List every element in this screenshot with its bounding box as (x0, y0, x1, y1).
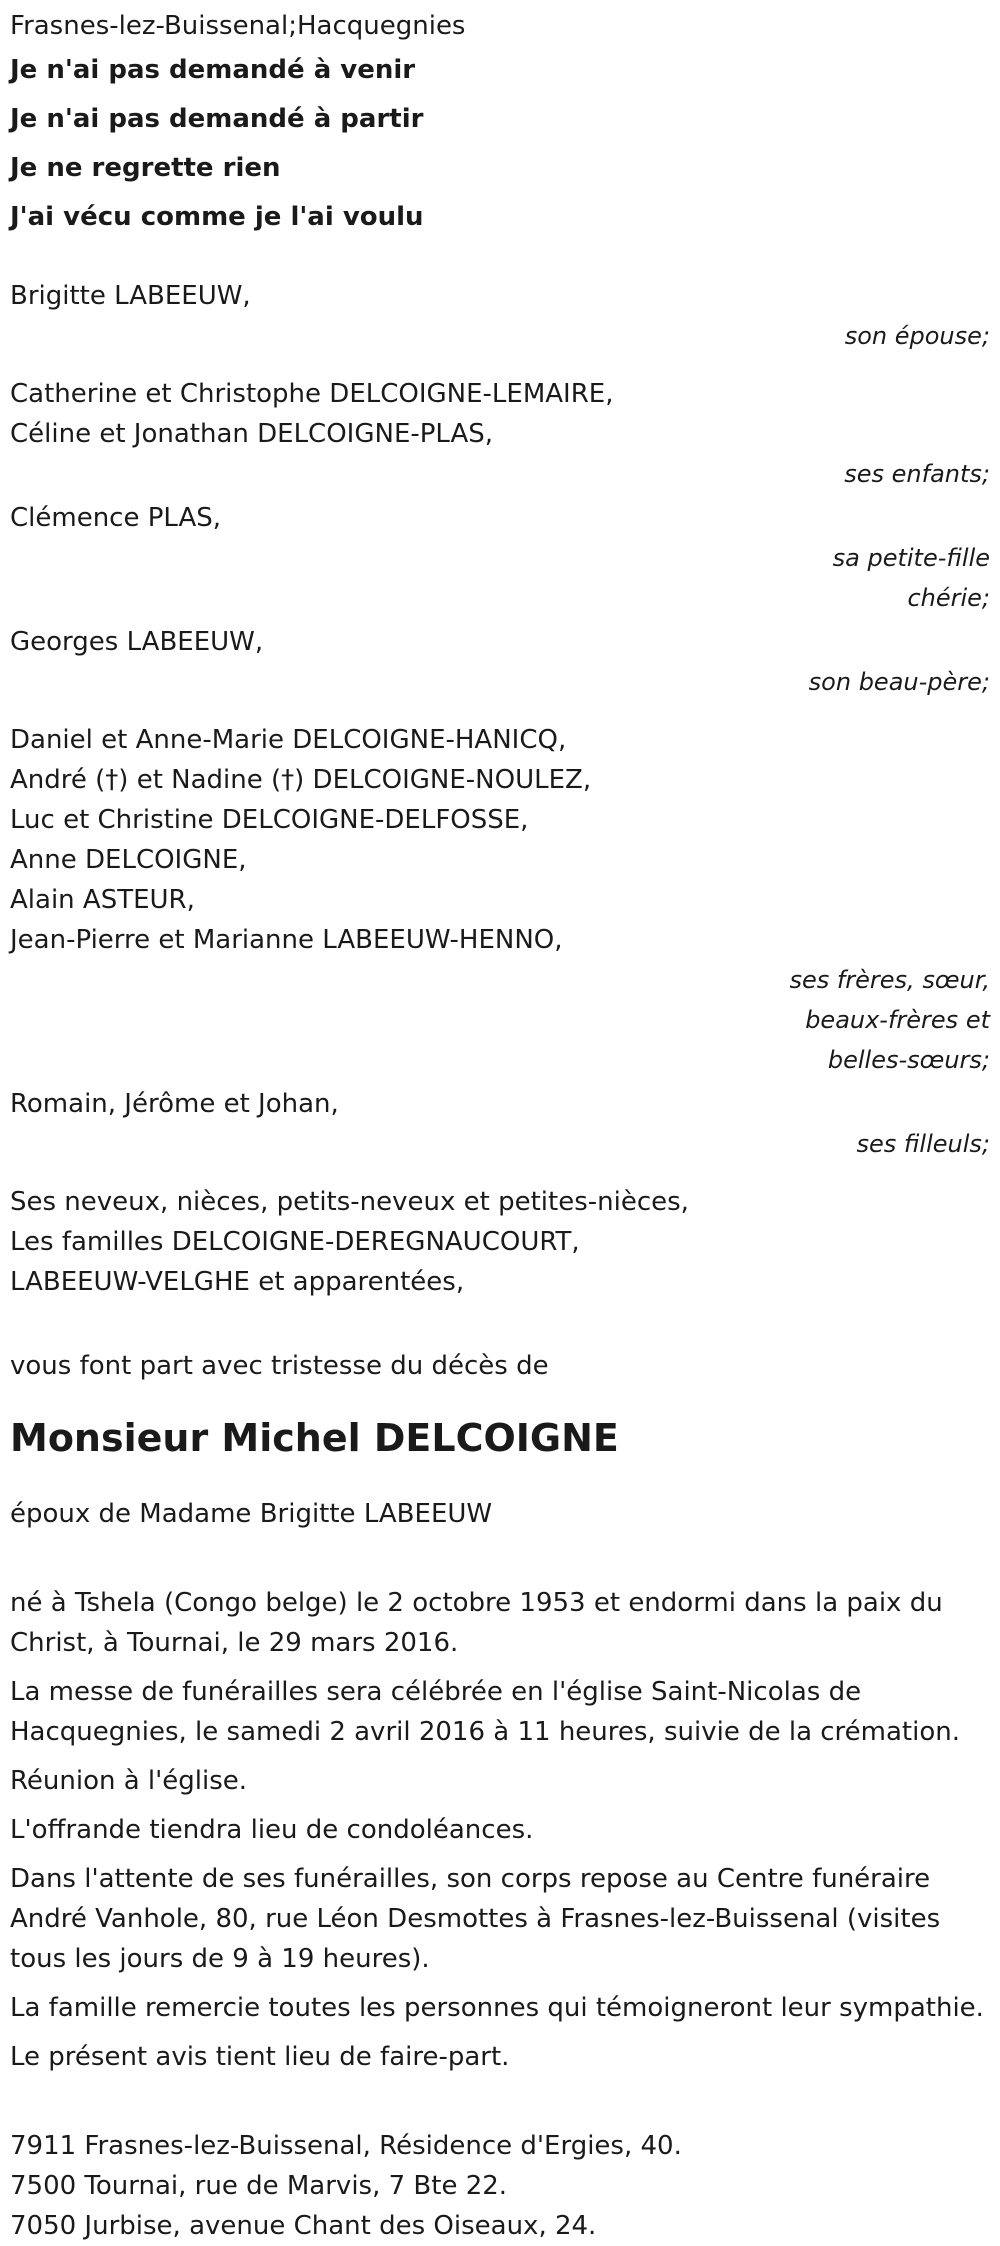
family-group-spouse (10, 276, 990, 356)
family-name: Jean-Pierre et Marianne LABEEUW-HENNO, (10, 925, 563, 955)
other-relatives-line: Les familles DELCOIGNE-DEREGNAUCOURT, (10, 1227, 580, 1257)
family-name: Romain, Jérôme et Johan, (10, 1089, 339, 1119)
poem-line: J'ai vécu comme je l'ai voulu (10, 202, 424, 232)
family-relation: son beau-père; (808, 668, 990, 696)
family-group-godchildren (10, 1084, 990, 1164)
family-name: André (†) et Nadine (†) DELCOIGNE-NOULEZ, (10, 765, 592, 795)
other-relatives (10, 1182, 990, 1302)
address-line: 7050 Jurbise, avenue Chant des Oiseaux, 24. (10, 2211, 597, 2241)
family-relation: ses filleuls; (856, 1130, 990, 1158)
place-header: Frasnes-lez-Buissenal;Hacquegnies (10, 11, 466, 41)
other-relatives-line: LABEEUW-VELGHE et apparentées, (10, 1267, 465, 1297)
family-name: Luc et Christine DELCOIGNE-DELFOSSE, (10, 805, 529, 835)
address-line: 7911 Frasnes-lez-Buissenal, Résidence d'Ergies, 40. (10, 2131, 682, 2161)
family-relation: chérie; (907, 584, 990, 612)
other-relatives-line: Ses neveux, nièces, petits-neveux et petites-nièces, (10, 1187, 689, 1217)
addresses (10, 2126, 990, 2246)
announcement: vous font part avec tristesse du décès de (10, 1351, 549, 1381)
paragraph-birth-death: né à Tshela (Congo belge) le 2 octobre 1953 et endormi dans la paix du Christ, à Tournai, le 29 mars 2016. (10, 1588, 943, 1658)
family-name: Céline et Jonathan DELCOIGNE-PLAS, (10, 419, 494, 449)
family-group-father-in-law (10, 622, 990, 702)
family-relation: son épouse; (844, 322, 990, 350)
poem-line: Je n'ai pas demandé à venir (10, 55, 416, 85)
family-name: Georges LABEEUW, (10, 627, 264, 657)
family-name: Anne DELCOIGNE, (10, 845, 247, 875)
family-group-siblings (10, 720, 990, 1080)
poem-line: Je n'ai pas demandé à partir (10, 104, 424, 134)
poem-line: Je ne regrette rien (10, 153, 281, 183)
family-relation: ses enfants; (844, 460, 990, 488)
family-relation: sa petite-fille (832, 544, 990, 572)
family-name: Catherine et Christophe DELCOIGNE-LEMAIRE, (10, 379, 614, 409)
family-group-granddaughter (10, 498, 990, 618)
paragraph-visitation: Dans l'attente de ses funérailles, son corps repose au Centre funéraire André Vanhole, 80, rue Léon Desmottes à Frasnes-lez-Buissenal (visites tous les jours de 9 à 19 heures). (10, 1864, 941, 1974)
paragraph-thanks: La famille remercie toutes les personnes qui témoigneront leur sympathie. (10, 1993, 984, 2023)
family-relation: beaux-frères et (805, 1006, 990, 1034)
family-name: Daniel et Anne-Marie DELCOIGNE-HANICQ, (10, 725, 567, 755)
family-name: Clémence PLAS, (10, 503, 222, 533)
spouse-of: époux de Madame Brigitte LABEEUW (10, 1499, 493, 1529)
paragraph-funeral-mass: La messe de funérailles sera célébrée en l'église Saint-Nicolas de Hacquegnies, le samedi 2 avril 2016 à 11 heures, suivie de la crémation. (10, 1677, 961, 1747)
obituary-notice (0, 6, 1000, 2241)
family-relation: belles-sœurs; (827, 1046, 990, 1074)
deceased-name: Monsieur Michel DELCOIGNE (10, 1416, 619, 1460)
family-relation: ses frères, sœur, (789, 966, 990, 994)
family-group-children (10, 374, 990, 494)
paragraph-offering: L'offrande tiendra lieu de condoléances. (10, 1815, 534, 1845)
paragraph-notice: Le présent avis tient lieu de faire-part. (10, 2042, 510, 2072)
family-name: Alain ASTEUR, (10, 885, 195, 915)
family-name: Brigitte LABEEUW, (10, 281, 251, 311)
poem (10, 46, 990, 242)
paragraph-gathering: Réunion à l'église. (10, 1766, 248, 1796)
address-line: 7500 Tournai, rue de Marvis, 7 Bte 22. (10, 2171, 508, 2201)
